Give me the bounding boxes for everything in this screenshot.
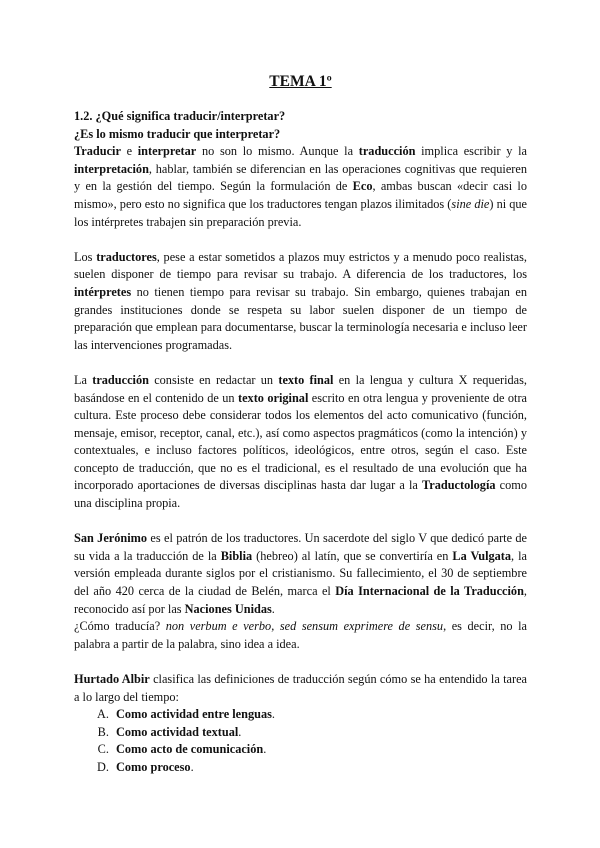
list-item: B. Como actividad textual. — [112, 724, 527, 742]
document-page — [74, 72, 527, 777]
list-item: A. Como actividad entre lenguas. — [112, 706, 527, 724]
page-title: TEMA 1º — [269, 73, 332, 90]
paragraph-definicion-traduccion: La traducción consiste en redactar un texto final en la lengua y cultura X requeridas, basándose en el contenido de un texto original escrito en otra lengua y proveniente de otra cultura. Este proceso debe considerar todos los elementos del acto comunicativo (función, mensaje, emisor, receptor, canal, etc.), así como aspectos pragmáticos (como la intención) y contextuales, e incluso factores políticos, ideológicos, entre otros, según el caso. Este concepto de traducción, que no es el tradicional, es el resultado de una evolución que ha incorporado aportaciones de diversas disciplinas hasta dar lugar a la Traductología como una disciplina propia. — [74, 372, 528, 511]
paragraph-traducir-interpretar: Traducir e interpretar no son lo mismo. Aunque la traducción implica escribir y la interpretación, hablar, también se diferencian en las operaciones cognitivas que requieren y en la gestión del tiempo. Según la formulación de Eco, ambas buscan «decir casi lo mismo», pero esto no significa que los traductores tengan plazos ilimitados (sine die) ni que los intérpretes trabajen sin preparación previa. — [74, 144, 527, 229]
section-heading: 1.2. ¿Qué significa traducir/interpretar? — [74, 109, 286, 123]
definitions-list — [74, 706, 527, 776]
paragraph-traductores: Los traductores, pese a estar sometidos a plazos muy estrictos y a menudo poco realistas, suelen disponer de tiempo para revisar su trabajo. A diferencia de los traductores, los intérpretes no tienen tiempo para revisar su trabajo. Sin embargo, quienes trabajan en grandes instituciones donde se respeta su labor suelen disponer de un tiempo de preparación que emplean para documentarse, buscar la terminología necesaria e incluso leer las intervenciones programadas. — [74, 249, 527, 352]
paragraph-hurtado-albir: Hurtado Albir clasifica las definiciones de traducción según cómo se ha entendido la tarea a lo largo del tiempo: — [74, 672, 527, 704]
section-subheading: ¿Es lo mismo traducir que interpretar? — [74, 126, 281, 141]
list-item: C. Como acto de comunicación. — [112, 741, 527, 759]
paragraph-san-jeronimo: San Jerónimo es el patrón de los traductores. Un sacerdote del siglo V que dedicó parte de su vida a la traducción de la Biblia (hebreo) al latín, que se convertiría en La Vulgata, la versión empleada durante siglos por el cristianismo. Su fallecimiento, el 30 de septiembre del año 420 cerca de la ciudad de Belén, marca el Día Internacional de la Traducción, reconocido así por las Naciones Unidas. — [74, 531, 527, 616]
paragraph-como-traducia: ¿Cómo traducía? non verbum e verbo, sed sensum exprimere de sensu, es decir, no la palabra a partir de la palabra, sino idea a idea. — [74, 619, 527, 651]
list-item: D. Como proceso. — [112, 759, 527, 777]
